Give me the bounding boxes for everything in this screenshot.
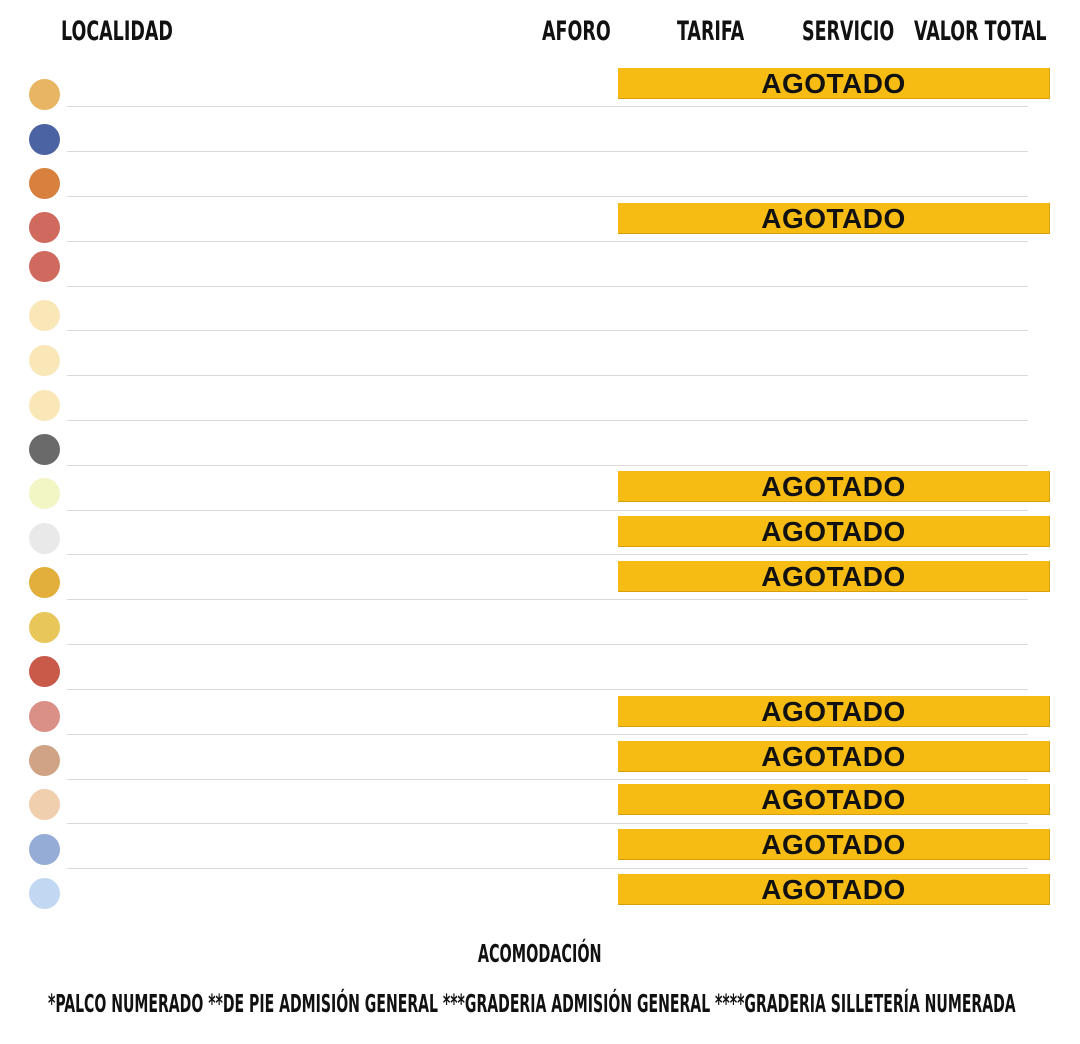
row-divider [67, 599, 1028, 600]
row-divider [67, 196, 1028, 197]
soldout-label: AGOTADO [761, 471, 906, 502]
locality-color-dot [29, 345, 60, 376]
soldout-badge [618, 68, 1050, 99]
footer-title-text: ACOMODACIÓN [478, 939, 602, 968]
soldout-badge [618, 874, 1050, 905]
soldout-badge [618, 696, 1050, 727]
row-divider [67, 868, 1028, 869]
soldout-badge [618, 829, 1050, 860]
soldout-badge [618, 203, 1050, 234]
locality-color-dot [29, 523, 60, 554]
soldout-label: AGOTADO [761, 696, 906, 727]
locality-color-dot [29, 124, 60, 155]
soldout-label: AGOTADO [761, 874, 906, 905]
header-aforo: AFORO [542, 16, 611, 47]
soldout-label: AGOTADO [761, 741, 906, 772]
row-divider [67, 375, 1028, 376]
row-divider [67, 420, 1028, 421]
locality-color-dot [29, 878, 60, 909]
soldout-label: AGOTADO [761, 561, 906, 592]
locality-color-dot [29, 789, 60, 820]
soldout-label: AGOTADO [761, 68, 906, 99]
header-tarifa: TARIFA [677, 16, 745, 47]
footer-legend-note: *PALCO NUMERADO **DE PIE ADMISIÓN GENERAL ***GRADERIA ADMISIÓN GENERAL ****GRADERIA SILLETERÍA NUMERADA [48, 989, 1016, 1018]
row-divider [67, 241, 1028, 242]
soldout-badge [618, 784, 1050, 815]
header-servicio: SERVICIO [802, 16, 895, 47]
soldout-badge [618, 741, 1050, 772]
locality-color-dot [29, 79, 60, 110]
locality-color-dot [29, 745, 60, 776]
locality-color-dot [29, 300, 60, 331]
row-divider [67, 823, 1028, 824]
soldout-badge [618, 471, 1050, 502]
locality-color-dot [29, 168, 60, 199]
locality-color-dot [29, 434, 60, 465]
soldout-badge [618, 561, 1050, 592]
soldout-label: AGOTADO [761, 203, 906, 234]
locality-color-dot [29, 251, 60, 282]
row-divider [67, 151, 1028, 152]
row-divider [67, 779, 1028, 780]
soldout-badge [618, 516, 1050, 547]
locality-color-dot [29, 701, 60, 732]
locality-color-dot [29, 478, 60, 509]
locality-color-dot [29, 612, 60, 643]
locality-color-dot [29, 390, 60, 421]
locality-color-dot [29, 834, 60, 865]
row-divider [67, 644, 1028, 645]
locality-color-dot [29, 656, 60, 687]
locality-color-dot [29, 567, 60, 598]
row-divider [67, 106, 1028, 107]
header-valor-total: VALOR TOTAL [914, 16, 1047, 47]
row-divider [67, 689, 1028, 690]
soldout-label: AGOTADO [761, 829, 906, 860]
soldout-label: AGOTADO [761, 516, 906, 547]
row-divider [67, 554, 1028, 555]
row-divider [67, 330, 1028, 331]
locality-color-dot [29, 212, 60, 243]
row-divider [67, 465, 1028, 466]
row-divider [67, 286, 1028, 287]
row-divider [67, 734, 1028, 735]
header-localidad: LOCALIDAD [61, 16, 173, 47]
soldout-label: AGOTADO [761, 784, 906, 815]
footer-title [0, 936, 1080, 972]
row-divider [67, 510, 1028, 511]
